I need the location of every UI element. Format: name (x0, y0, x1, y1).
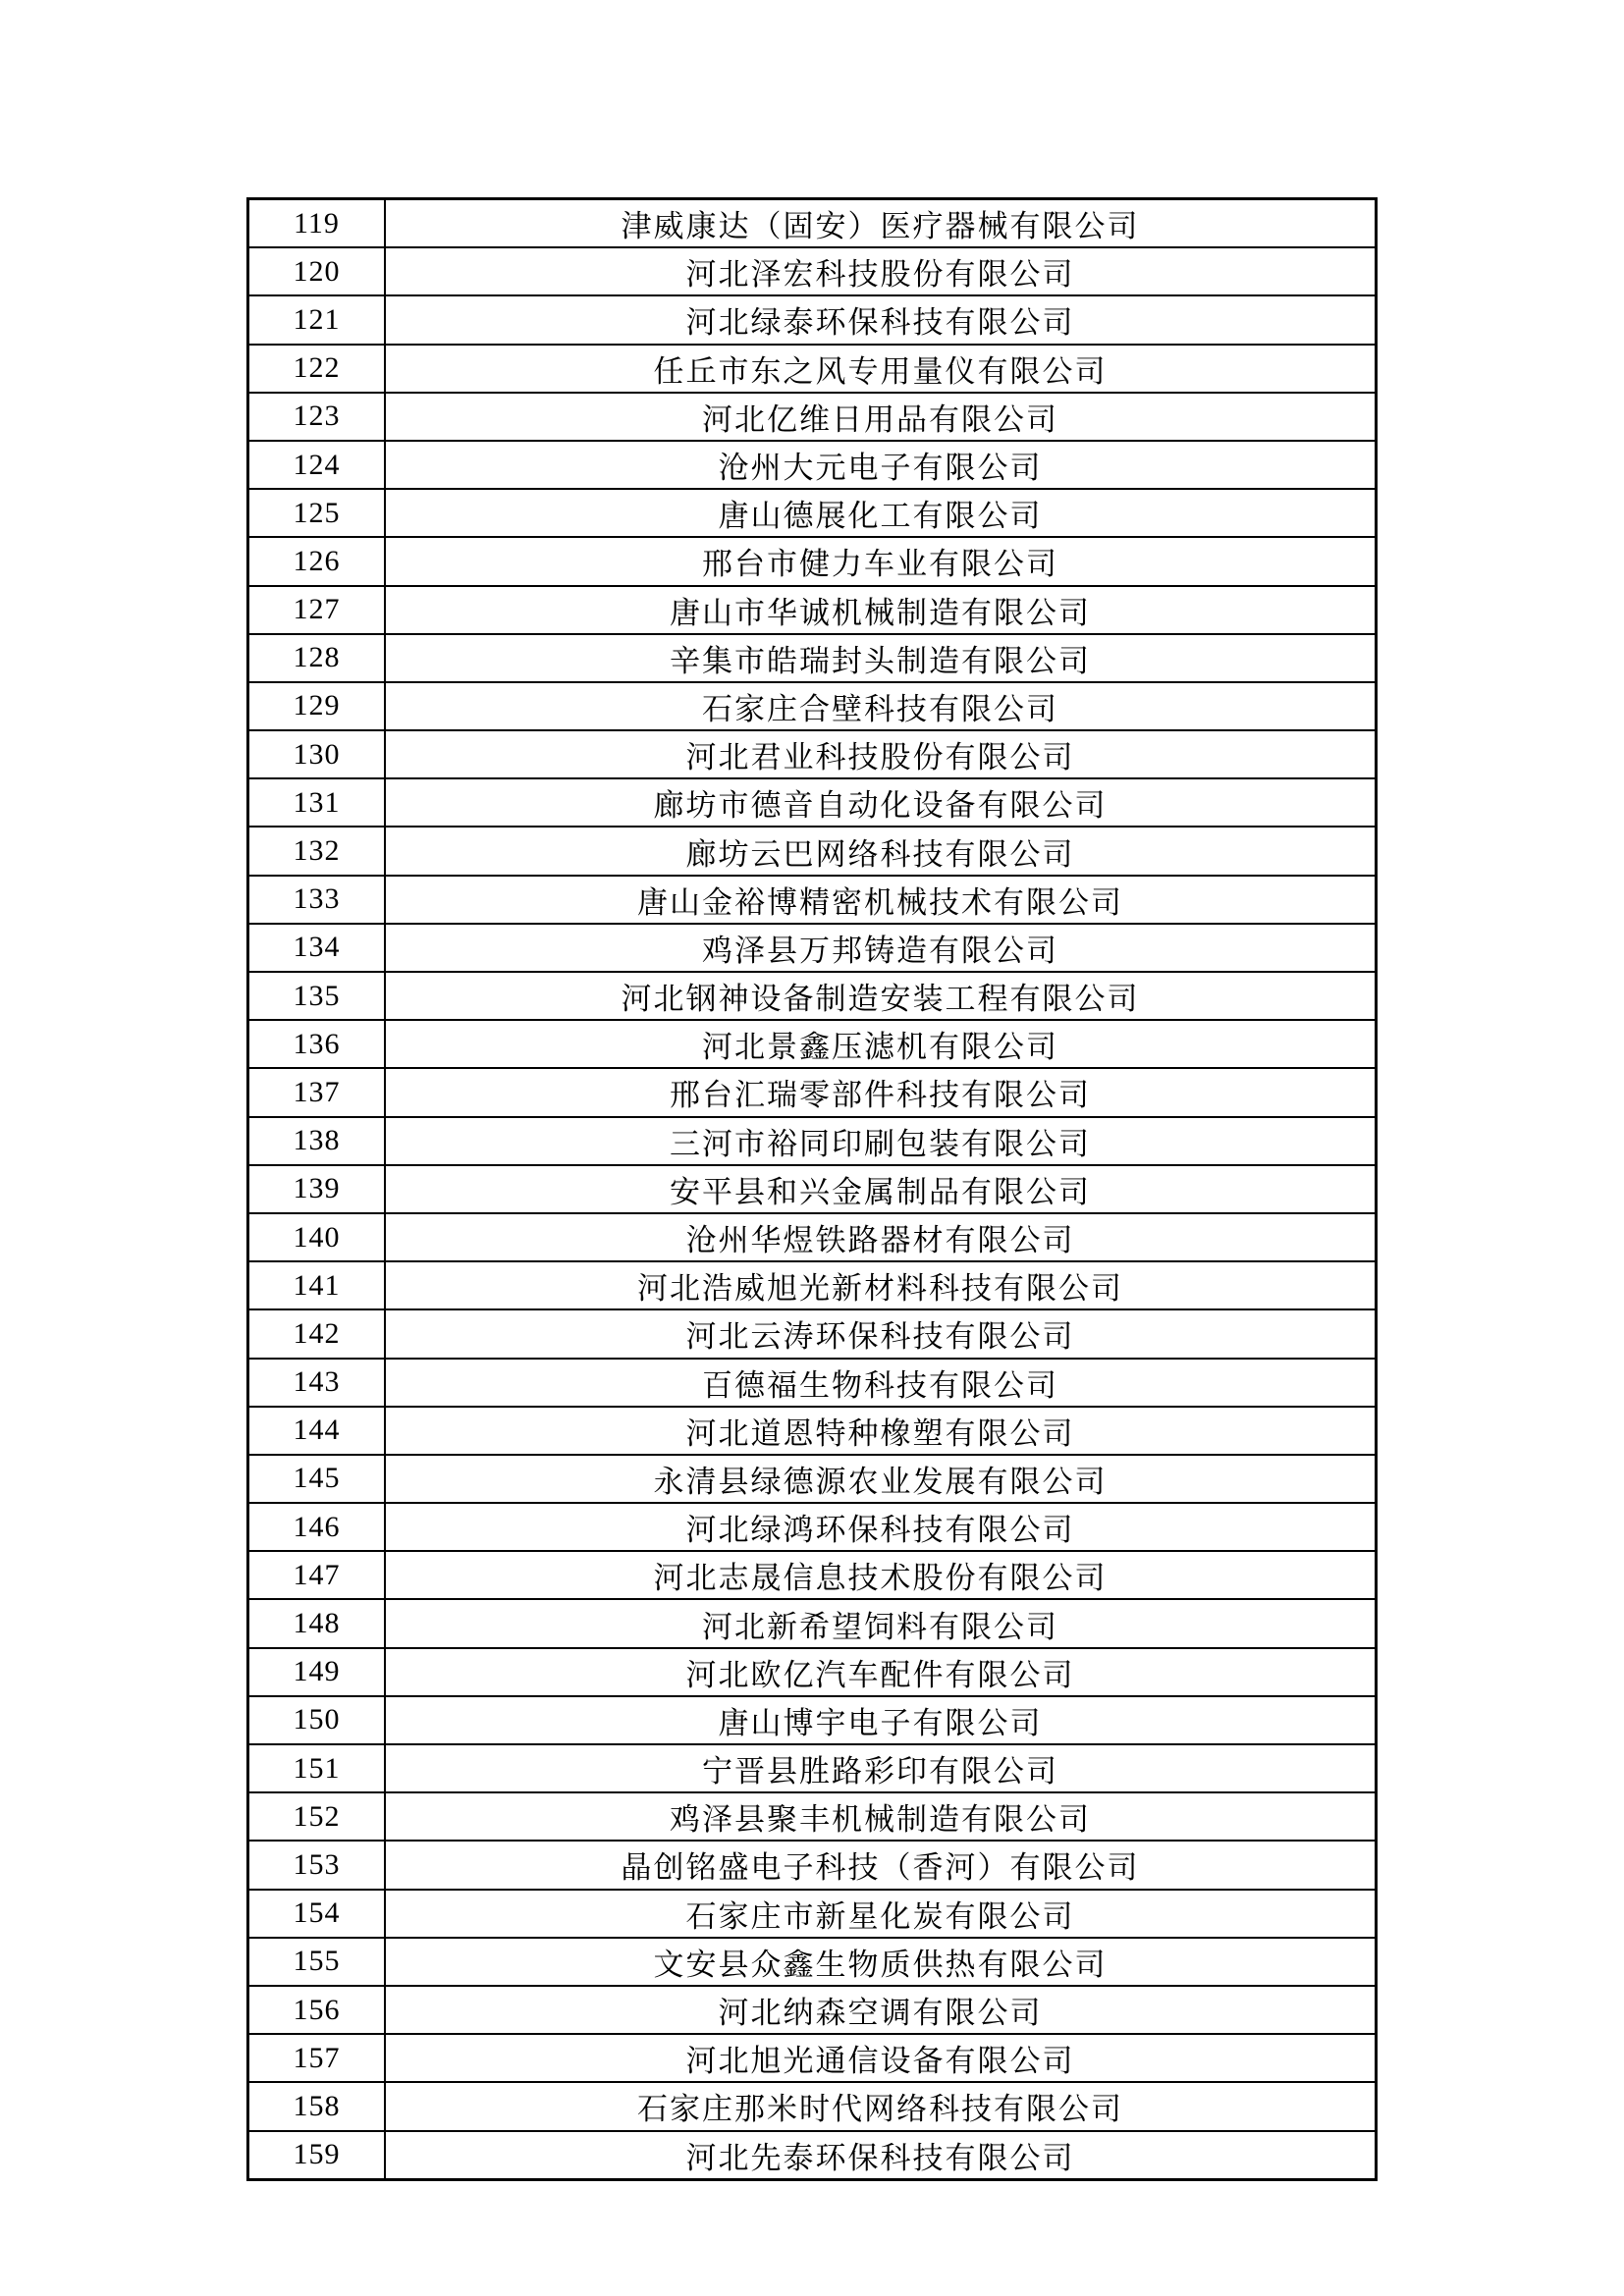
row-number-cell: 151 (248, 1744, 386, 1792)
table-row (248, 924, 1377, 972)
table-row (248, 441, 1377, 489)
row-number-cell: 158 (248, 2082, 386, 2130)
row-number-cell: 131 (248, 778, 386, 827)
table-row (248, 1117, 1377, 1165)
row-number-cell: 127 (248, 586, 386, 634)
table-row (248, 247, 1377, 295)
company-name-cell: 三河市裕同印刷包装有限公司 (385, 1117, 1377, 1165)
company-name-cell: 河北绿鸿环保科技有限公司 (385, 1503, 1377, 1551)
company-name-cell: 安平县和兴金属制品有限公司 (385, 1165, 1377, 1213)
row-number-cell: 139 (248, 1165, 386, 1213)
company-name-cell: 文安县众鑫生物质供热有限公司 (385, 1938, 1377, 1986)
company-name-cell: 河北君业科技股份有限公司 (385, 730, 1377, 778)
row-number-cell: 147 (248, 1551, 386, 1599)
row-number-cell: 132 (248, 827, 386, 875)
company-name-cell: 任丘市东之风专用量仪有限公司 (385, 345, 1377, 393)
company-name-cell: 鸡泽县万邦铸造有限公司 (385, 924, 1377, 972)
company-name-cell: 邢台汇瑞零部件科技有限公司 (385, 1068, 1377, 1116)
table-row (248, 876, 1377, 924)
table-row (248, 1696, 1377, 1744)
company-name-cell: 廊坊云巴网络科技有限公司 (385, 827, 1377, 875)
table-row (248, 1165, 1377, 1213)
table-row (248, 2131, 1377, 2180)
company-name-cell: 河北志晟信息技术股份有限公司 (385, 1551, 1377, 1599)
table-row (248, 537, 1377, 585)
table-row (248, 1938, 1377, 1986)
table-row (248, 972, 1377, 1020)
row-number-cell: 153 (248, 1841, 386, 1889)
row-number-cell: 148 (248, 1599, 386, 1647)
company-name-cell: 鸡泽县聚丰机械制造有限公司 (385, 1792, 1377, 1841)
table-row (248, 489, 1377, 537)
company-name-cell: 河北欧亿汽车配件有限公司 (385, 1648, 1377, 1696)
company-name-cell: 河北纳森空调有限公司 (385, 1986, 1377, 2034)
table-row (248, 634, 1377, 682)
row-number-cell: 138 (248, 1117, 386, 1165)
row-number-cell: 130 (248, 730, 386, 778)
company-name-cell: 河北新希望饲料有限公司 (385, 1599, 1377, 1647)
company-name-cell: 津威康达（固安）医疗器械有限公司 (385, 199, 1377, 248)
row-number-cell: 128 (248, 634, 386, 682)
row-number-cell: 122 (248, 345, 386, 393)
company-name-cell: 唐山德展化工有限公司 (385, 489, 1377, 537)
table-row (248, 2034, 1377, 2082)
company-name-cell: 河北亿维日用品有限公司 (385, 393, 1377, 441)
company-name-cell: 河北钢神设备制造安装工程有限公司 (385, 972, 1377, 1020)
company-name-cell: 唐山金裕博精密机械技术有限公司 (385, 876, 1377, 924)
table-row (248, 1551, 1377, 1599)
row-number-cell: 124 (248, 441, 386, 489)
company-name-cell: 河北旭光通信设备有限公司 (385, 2034, 1377, 2082)
table-row (248, 1792, 1377, 1841)
row-number-cell: 154 (248, 1890, 386, 1938)
company-name-cell: 河北泽宏科技股份有限公司 (385, 247, 1377, 295)
row-number-cell: 121 (248, 295, 386, 344)
company-name-cell: 河北景鑫压滤机有限公司 (385, 1020, 1377, 1068)
table-row (248, 1359, 1377, 1407)
row-number-cell: 137 (248, 1068, 386, 1116)
company-name-cell: 唐山市华诚机械制造有限公司 (385, 586, 1377, 634)
row-number-cell: 143 (248, 1359, 386, 1407)
table-row (248, 1261, 1377, 1309)
table-row (248, 393, 1377, 441)
row-number-cell: 133 (248, 876, 386, 924)
table-row (248, 1309, 1377, 1358)
row-number-cell: 155 (248, 1938, 386, 1986)
row-number-cell: 145 (248, 1455, 386, 1503)
row-number-cell: 142 (248, 1309, 386, 1358)
company-name-cell: 河北浩威旭光新材料科技有限公司 (385, 1261, 1377, 1309)
row-number-cell: 126 (248, 537, 386, 585)
company-name-cell: 石家庄市新星化炭有限公司 (385, 1890, 1377, 1938)
table-row (248, 1744, 1377, 1792)
company-list-body (248, 199, 1377, 2180)
table-row (248, 1648, 1377, 1696)
table-row (248, 586, 1377, 634)
table-row (248, 1455, 1377, 1503)
row-number-cell: 156 (248, 1986, 386, 2034)
row-number-cell: 159 (248, 2131, 386, 2180)
company-name-cell: 河北绿泰环保科技有限公司 (385, 295, 1377, 344)
table-row (248, 1068, 1377, 1116)
row-number-cell: 134 (248, 924, 386, 972)
table-row (248, 295, 1377, 344)
company-name-cell: 沧州华煜铁路器材有限公司 (385, 1213, 1377, 1261)
table-row (248, 1503, 1377, 1551)
company-name-cell: 河北道恩特种橡塑有限公司 (385, 1407, 1377, 1455)
table-row (248, 1213, 1377, 1261)
table-row (248, 2082, 1377, 2130)
company-name-cell: 石家庄合壁科技有限公司 (385, 682, 1377, 730)
row-number-cell: 149 (248, 1648, 386, 1696)
company-name-cell: 河北云涛环保科技有限公司 (385, 1309, 1377, 1358)
row-number-cell: 141 (248, 1261, 386, 1309)
row-number-cell: 140 (248, 1213, 386, 1261)
company-name-cell: 石家庄那米时代网络科技有限公司 (385, 2082, 1377, 2130)
row-number-cell: 152 (248, 1792, 386, 1841)
row-number-cell: 157 (248, 2034, 386, 2082)
table-row (248, 1841, 1377, 1889)
row-number-cell: 136 (248, 1020, 386, 1068)
table-row (248, 1890, 1377, 1938)
row-number-cell: 123 (248, 393, 386, 441)
table-row (248, 827, 1377, 875)
company-name-cell: 辛集市皓瑞封头制造有限公司 (385, 634, 1377, 682)
company-name-cell: 廊坊市德音自动化设备有限公司 (385, 778, 1377, 827)
row-number-cell: 120 (248, 247, 386, 295)
company-name-cell: 沧州大元电子有限公司 (385, 441, 1377, 489)
table-row (248, 1986, 1377, 2034)
row-number-cell: 125 (248, 489, 386, 537)
table-row (248, 730, 1377, 778)
table-row (248, 682, 1377, 730)
row-number-cell: 119 (248, 199, 386, 248)
company-name-cell: 晶创铭盛电子科技（香河）有限公司 (385, 1841, 1377, 1889)
row-number-cell: 135 (248, 972, 386, 1020)
company-name-cell: 永清县绿德源农业发展有限公司 (385, 1455, 1377, 1503)
company-name-cell: 邢台市健力车业有限公司 (385, 537, 1377, 585)
table-row (248, 1407, 1377, 1455)
company-list-table (246, 197, 1378, 2181)
row-number-cell: 146 (248, 1503, 386, 1551)
company-name-cell: 唐山博宇电子有限公司 (385, 1696, 1377, 1744)
table-row (248, 778, 1377, 827)
company-name-cell: 百德福生物科技有限公司 (385, 1359, 1377, 1407)
table-row (248, 345, 1377, 393)
table-row (248, 1599, 1377, 1647)
row-number-cell: 129 (248, 682, 386, 730)
row-number-cell: 150 (248, 1696, 386, 1744)
company-name-cell: 河北先泰环保科技有限公司 (385, 2131, 1377, 2180)
table-row (248, 199, 1377, 248)
row-number-cell: 144 (248, 1407, 386, 1455)
table-row (248, 1020, 1377, 1068)
company-name-cell: 宁晋县胜路彩印有限公司 (385, 1744, 1377, 1792)
